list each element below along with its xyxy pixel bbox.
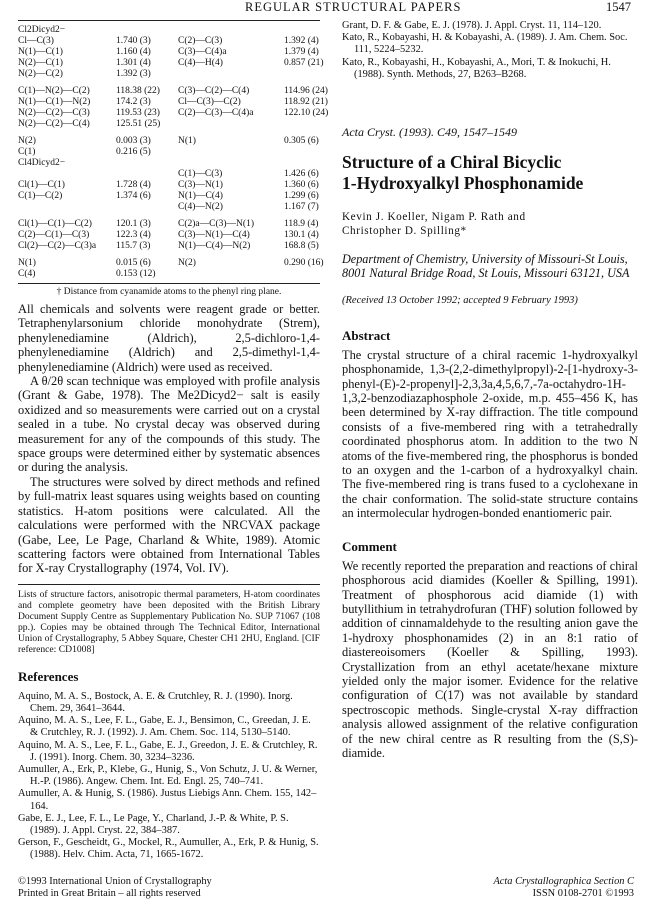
table-cell: 130.1 (4) <box>284 230 319 240</box>
table-cell: N(1) <box>178 136 196 146</box>
table-cell: C(1) <box>18 147 36 157</box>
table-cell: C(2)a—C(3)—N(1) <box>178 219 254 229</box>
references <box>18 669 320 862</box>
table-cell: 118.92 (21) <box>284 97 328 107</box>
references-heading: References <box>18 668 79 684</box>
table-row <box>18 180 320 191</box>
reference-item: Aquino, M. A. S., Bostock, A. E. & Crutchley, R. J. (1990). Inorg. Chem. 29, 3641–3644. <box>18 690 293 714</box>
table-cell: N(2)—C(1) <box>18 58 63 68</box>
right-references <box>342 20 638 81</box>
reference-item: Aumuller, A. & Hunig, S. (1986). Justus Liebigs Ann. Chem. 155, 142–164. <box>18 788 317 812</box>
copyright-line: ©1993 International Union of Crystallography <box>18 876 212 887</box>
table-cell: 1.379 (4) <box>284 47 319 57</box>
table-cell: C(1)—N(2)—C(2) <box>18 86 90 96</box>
table-cell: 1.167 (7) <box>284 202 319 212</box>
table-cell: 1.374 (6) <box>116 191 151 201</box>
table-cell: 1.740 (3) <box>116 36 151 46</box>
paragraph: The structures were solved by direct methods and refined by full-matrix least squares using weights based on counting statistics. H-atom positions were calculated. All the calculations were performed with the NRCVAX package (Gabe, Lee, Le Page, Charland & White, 1989). Atomic scattering factors were obtained from International Tables for X-ray Crystallography (1974, Vol. IV). <box>18 474 320 576</box>
table-cell: 0.015 (6) <box>116 258 151 268</box>
table-cell: N(2) <box>18 136 36 146</box>
table-footnote: † Distance from cyanamide atoms to the phenyl ring plane. <box>56 287 282 297</box>
comment-section <box>342 539 638 761</box>
reference-item: Aquino, M. A. S., Lee, F. L., Gabe, E. J., Greedon, J. E. & Crutchley, R. J. (1991). Inorg. Chem. 30, 3234–3236. <box>18 739 318 763</box>
table-cell: 122.3 (4) <box>116 230 151 240</box>
table-cell: 0.003 (3) <box>116 136 151 146</box>
table-cell: 1.728 (4) <box>116 180 151 190</box>
comment-heading: Comment <box>342 538 397 554</box>
table-cell: 1.392 (4) <box>284 36 319 46</box>
table-cell: C(1)—C(3) <box>178 169 223 179</box>
table-cell: 120.1 (3) <box>116 219 151 229</box>
page-number: 1547 <box>606 0 631 14</box>
table-cell: 119.53 (23) <box>116 108 160 118</box>
table-cell: 122.10 (24) <box>284 108 329 118</box>
table-cell: 1.360 (6) <box>284 180 319 190</box>
table-row <box>18 136 320 147</box>
authors-line: Christopher D. Spilling* <box>342 225 467 238</box>
table-cell: 1.426 (6) <box>284 169 319 179</box>
table-cell: C(3)—C(2)—C(4) <box>178 86 250 96</box>
table-cell: N(2)—C(2)—C(3) <box>18 108 90 118</box>
running-title: REGULAR STRUCTURAL PAPERS <box>245 0 462 14</box>
table-cell: Cl(1)—C(1)—C(2) <box>18 219 92 229</box>
title-line: 1-Hydroxyalkyl Phosphonamide <box>342 173 584 194</box>
comment-text: We recently reported the preparation and reactions of chiral phosphorous acid diamides (Koeller & Spilling, 1991). Treatment of phosphorous acid diamide (1) with butyllithium in tetrahydrofuran (THF) solution followed by addition of cinnamaldehyde to the resulting anion gave the 1-hydroxy phosphonamides (2) in an 8:1 ratio of diastereoisomers (Koeller & Spilling, 1993). Crystallization from an ethyl acetate/hexane mixture yielded only the major isomer. Evidence for the relative configuration of C(17) was not available by standard spectroscopic methods. Single-crystal X-ray diffraction analysis allowed assignment of the relative configuration of the new chiral centre as R resulting from the (S,S)-diamide. <box>342 558 638 760</box>
table-row <box>18 36 320 47</box>
table-cell: 1.299 (6) <box>284 191 319 201</box>
reference-item: Gerson, F., Gescheidt, G., Mockel, R., Aumuller, A., Erk, P. & Hunig, S. (1988). Helv. Chim. Acta, 71, 1665-1672. <box>18 837 319 861</box>
table-row <box>18 169 320 180</box>
deposit-note: Lists of structure factors, anisotropic thermal parameters, H-atom coordinates and complete geometry have been deposited with the British Library Document Supply Centre as Supplementary Publication No. SUP 71067 (108 pp.). Copies may be obtained through The Technical Editor, International Union of Crystallography, 5 Abbey Square, Chester CH1 2HU, England. [CIF reference: CD1008] <box>18 588 320 655</box>
table-cell: C(4)—H(4) <box>178 58 223 68</box>
table-row <box>18 269 320 280</box>
reference-item: Aquino, M. A. S., Lee, F. L., Gabe, E. J., Bensimon, C., Greedan, J. E. & Crutchley, R. J. (1992). J. Am. Chem. Soc. 114, 5130–5140. <box>18 715 311 739</box>
table-row <box>18 69 320 80</box>
page-header <box>0 0 650 16</box>
table-row <box>18 230 320 241</box>
right-footer <box>342 876 634 900</box>
table-cell: 1.301 (4) <box>116 58 151 68</box>
received-dates: (Received 13 October 1992; accepted 9 February 1993) <box>342 294 578 306</box>
reference-item: Aumuller, A., Erk, P., Klebe, G., Hunig, S., Von Schutz, J. U. & Werner, H.-P. (1986). Angew. Chem. Int. Ed. Engl. 25, 740–741. <box>18 763 318 788</box>
abstract-text: The crystal structure of a chiral racemic 1-hydroxyalkyl phosphonamide, 1,3-(2,2-dimethylpropyl)-2-[1-hydroxy-3-phenyl-(E)-2-propenyl]-2,3,3a,4,5,6,7,-7a-octahydro-1H-1,3,2-benzodiazaphosphole 2-oxide, m.p. 455–456 K, has been determined by X-ray diffraction. The title compound consists of a five-membered ring with a tetrahedrally coordinated phosphorus atom. In addition to the two N atoms of the five-membered ring, the phosphorus is bonded to an oxygen and the 1-carbon of a hydroxyalkyl chain. The five-membered ring is trans fused to a cyclohexane in the chair conformation. The solid-state structure contains an intermolecular hydrogen-bonded enantiomeric pair. <box>342 347 638 521</box>
table-bottom-rule <box>18 283 320 284</box>
table-row <box>18 58 324 69</box>
table-cell: N(1) <box>18 258 36 268</box>
table-cell: 1.392 (3) <box>116 69 151 79</box>
table-cell: C(1)—C(2) <box>18 191 63 201</box>
table-group-title: Cl4Dicyd2− <box>18 158 66 168</box>
table-cell: N(1)—C(1) <box>18 47 63 57</box>
table-cell: 0.857 (21) <box>284 58 324 68</box>
table-cell: 0.153 (12) <box>116 269 156 279</box>
table-row <box>18 219 320 230</box>
affiliation: Department of Chemistry, University of Missouri-St Louis, 8001 Natural Bridge Road, St Louis, Missouri 63121, USA <box>342 252 630 281</box>
table-cell: 0.216 (5) <box>116 147 151 157</box>
table-row <box>18 258 324 269</box>
article-title <box>342 152 638 194</box>
table-cell: C(4)—N(2) <box>178 202 223 212</box>
table-row <box>18 119 320 130</box>
reference-item: Grant, D. F. & Gabe, E. J. (1978). J. Appl. Cryst. 11, 114–120. <box>342 20 602 31</box>
reference-item: Kato, R., Kobayashi, H. & Kobayashi, A. (1989). J. Am. Chem. Soc. 111, 5224–5232. <box>342 32 628 56</box>
abstract-section <box>342 328 638 521</box>
table-cell: 114.96 (24) <box>284 86 328 96</box>
table-cell: 118.9 (4) <box>284 219 319 229</box>
abstract-heading: Abstract <box>342 327 391 343</box>
table-cell: C(3)—C(4)a <box>178 47 227 57</box>
table-cell: 0.305 (6) <box>284 136 319 146</box>
table-cell: Cl(1)—C(1) <box>18 180 65 190</box>
left-column <box>18 20 329 862</box>
journal-line: Acta Crystallographica Section C <box>493 876 634 887</box>
table-cell: N(1)—C(1)—N(2) <box>18 97 91 107</box>
left-body-text <box>18 302 320 576</box>
table-row <box>18 202 320 213</box>
table-row <box>18 147 320 158</box>
table-row <box>18 191 320 202</box>
table-cell: Cl—C(3)—C(2) <box>178 97 241 107</box>
table-row <box>18 47 320 58</box>
issn-line: ISSN 0108-2701 ©1993 <box>532 888 634 900</box>
left-footer <box>18 876 320 900</box>
table-cell: 168.8 (5) <box>284 241 319 251</box>
table-cell: C(2)—C(3) <box>178 36 223 46</box>
table-top-rule <box>18 20 320 21</box>
title-line: Structure of a Chiral Bicyclic <box>342 152 562 173</box>
table-cell: 115.7 (3) <box>116 241 151 251</box>
table-cell: C(2)—C(1)—C(3) <box>18 230 90 240</box>
table-row <box>18 86 328 97</box>
table-cell: C(4) <box>18 269 36 279</box>
right-column <box>342 20 638 760</box>
authors-line: Kevin J. Koeller, Nigam P. Rath and <box>342 211 526 224</box>
deposit-rule <box>18 584 320 585</box>
table-cell: Cl—C(3) <box>18 36 54 46</box>
reference-item: Kato, R., Kobayashi, H., Kobayashi, A., Mori, T. & Inokuchi, H. (1988). Synth. Methods, 27, B263–B268. <box>342 56 611 80</box>
article-citation: Acta Cryst. (1993). C49, 1547–1549 <box>342 125 517 140</box>
paragraph: A θ/2θ scan technique was employed with profile analysis (Grant & Gabe, 1978). The Me2Dicyd2− salt is easily oxidized and so measurements were carried out on a crystal sealed in a tube. No crystal decay was observed during measurement for any of the compounds of this study. The space groups were determined either by systematic absences or during the analysis. <box>18 374 320 475</box>
table-cell: Cl(2)—C(2)—C(3)a <box>18 241 97 251</box>
table-cell: 174.2 (3) <box>116 97 151 107</box>
table-cell: N(1)—C(4)—N(2) <box>178 241 251 251</box>
bond-table <box>18 25 329 280</box>
table-row <box>18 108 329 119</box>
table-cell: 1.160 (4) <box>116 47 151 57</box>
printed-line: Printed in Great Britain – all rights reserved <box>18 888 201 900</box>
table-cell: 125.51 (25) <box>116 119 161 129</box>
table-cell: N(2)—C(2) <box>18 69 63 79</box>
table-cell: N(2) <box>178 258 196 268</box>
table-group-title: Cl2Dicyd2− <box>18 25 66 35</box>
table-cell: C(3)—N(1) <box>178 180 223 190</box>
table-cell: N(2)—C(2)—C(4) <box>18 119 90 129</box>
table-cell: C(2)—C(3)—C(4)a <box>178 108 254 118</box>
paragraph: All chemicals and solvents were reagent grade or better. Tetraphenylarsonium chloride monohydrate (Strem), phenylenediamine (Aldrich), 2,5-dichloro-1,4-phenylenediamine (Aldrich) and 2,5-dimethyl-1,4-phenylenediamine (Aldrich) were used as received. <box>18 302 320 374</box>
table-row <box>18 241 320 252</box>
article-authors <box>342 210 638 238</box>
table-cell: C(3)—N(1)—C(4) <box>178 230 250 240</box>
table-cell: N(1)—C(4) <box>178 191 223 201</box>
references-list <box>18 691 320 862</box>
table-cell: 118.38 (22) <box>116 86 160 96</box>
table-row <box>18 97 328 108</box>
reference-item: Gabe, E. J., Lee, F. L., Le Page, Y., Charland, J.-P. & White, P. S. (1989). J. Appl. Cryst. 22, 384–387. <box>18 812 289 836</box>
table-cell: 0.290 (16) <box>284 258 324 268</box>
